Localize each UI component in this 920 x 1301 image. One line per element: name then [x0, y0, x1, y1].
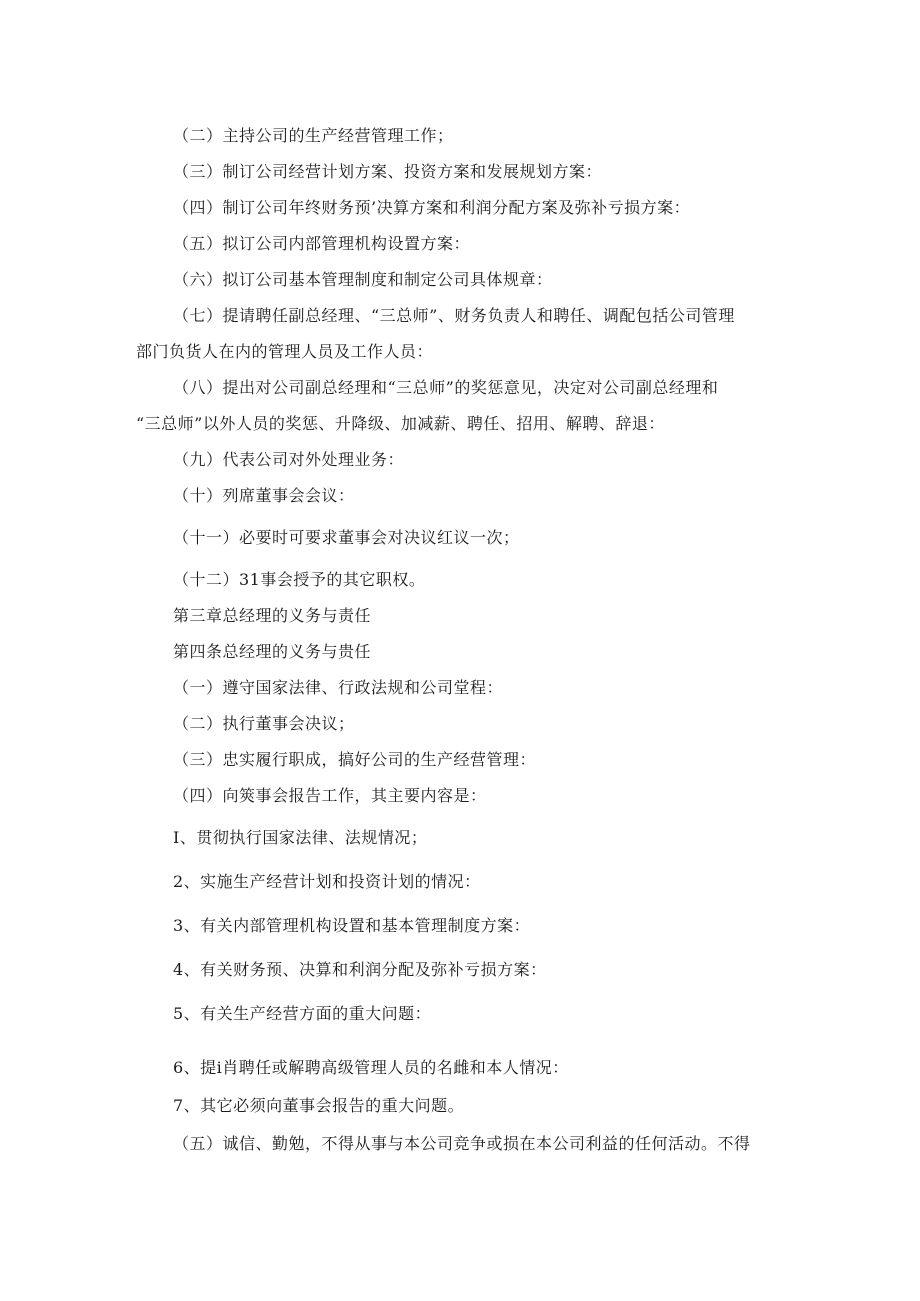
- text-line: （九）代表公司对外处理业务：: [173, 450, 405, 469]
- list-item: 3、有关内部管理机构设置和基本管理制度方案：: [173, 916, 531, 935]
- text-line: （七）提请聘任副总经理、“三总师”、财务负责人和聘任、调配包括公司管理: [173, 306, 735, 325]
- text-line: （十）列席董事会会议：: [173, 486, 355, 505]
- chapter-heading: 第三章总经理的义务与责任: [173, 606, 372, 625]
- list-item: I、贯彻执行国家法律、法规情况；: [173, 828, 428, 847]
- text-line: （四）制订公司年终财务预’决算方案和利润分配方案及弥补亏损方案：: [173, 198, 691, 217]
- text-line: （二）执行董事会决议；: [173, 714, 355, 733]
- list-item: 7、其它必须向董事会报告的重大问题。: [173, 1096, 465, 1115]
- list-item: 6、提i肖聘任或解聘高级管理人员的名雌和本人情况：: [173, 1058, 569, 1077]
- text-line: （十二）31事会授予的其它职权。: [173, 570, 426, 589]
- text-line: （五）诚信、勤勉，不得从事与本公司竞争或损在本公司利益的任何活动。不得: [173, 1134, 751, 1153]
- text-line: （三）忠实履行职成，搞好公司的生产经营管理：: [173, 750, 537, 769]
- text-line: 部门负货人在内的管理人员及工作人员：: [136, 342, 434, 361]
- article-heading: 第四条总经理的义务与贵任: [173, 642, 372, 661]
- list-item: 4、有关财务预、决算和利润分配及弥补亏损方案：: [173, 960, 547, 979]
- list-item: 5、有关生产经营方面的重大问题：: [173, 1004, 432, 1023]
- list-item: 2、实施生产经营计划和投资计划的情况：: [173, 872, 481, 891]
- text-line: （四）向筴事会报告工作，其主要内容是：: [173, 786, 487, 805]
- text-line: （六）拟订公司基本管理制度和制定公司具体规章：: [173, 270, 553, 289]
- text-line: （三）制订公司经营计划方案、投资方案和发展规划方案：: [173, 162, 603, 181]
- text-line: （十一）必要时可要求董事会对决议红议一次；: [173, 528, 520, 547]
- text-line: （八）提出对公司副总经理和“三总师”的奖惩意见，决定对公司副总经理和: [173, 378, 719, 397]
- text-line: （一）遵守国家法律、行政法规和公司堂程：: [173, 678, 504, 697]
- text-line: （二）主持公司的生产经营管理工作；: [173, 126, 454, 145]
- text-line: “三总师”以外人员的奖惩、升降级、加减薪、聘任、招用、解聘、辞退：: [136, 414, 665, 433]
- text-line: （五）拟订公司内部管理机构设置方案：: [173, 234, 471, 253]
